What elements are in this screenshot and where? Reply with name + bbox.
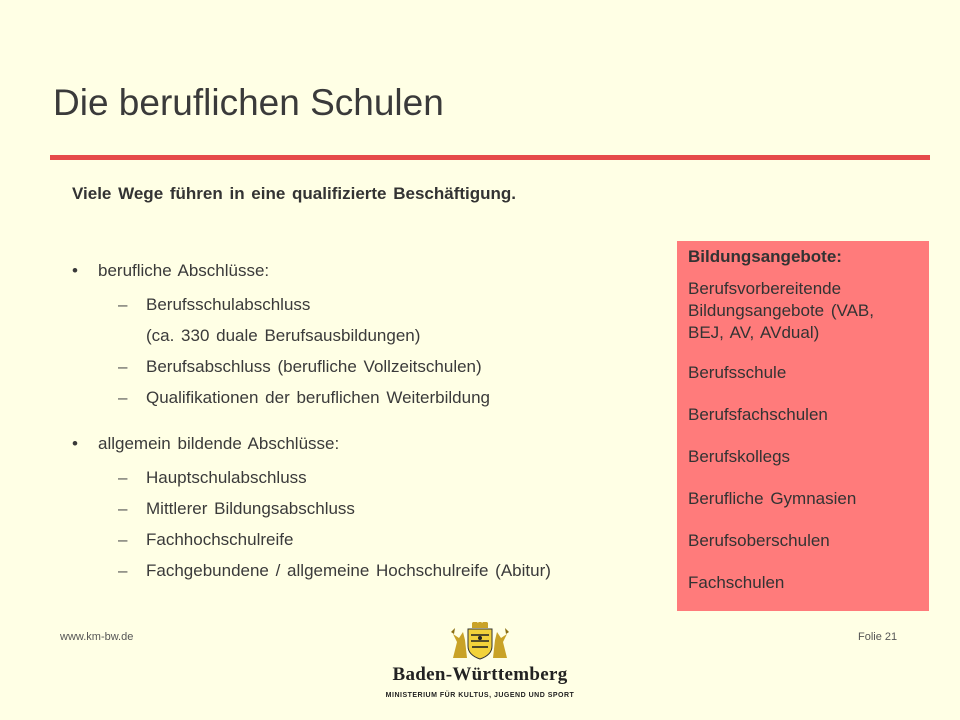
- dash-icon: –: [118, 499, 128, 518]
- sub-item: [72, 294, 662, 347]
- bullet-item: [72, 433, 662, 455]
- dash-icon: –: [118, 295, 128, 314]
- sidebox-item: Berufsschule: [688, 363, 787, 382]
- page-title: Die beruflichen Schulen: [53, 82, 444, 123]
- dash-icon: –: [118, 561, 128, 580]
- sub-item-label: Fachgebundene / allgemeine Hochschulreife (Abitur): [146, 561, 551, 580]
- dash-icon: –: [118, 468, 128, 487]
- sidebox-item: Berufliche Gymnasien: [688, 489, 857, 508]
- slide-number: Folie 21: [858, 631, 898, 643]
- sub-item-label: Hauptschulabschluss: [146, 468, 307, 487]
- bullet-icon: •: [72, 261, 78, 280]
- sub-item-label: Qualifikationen der beruflichen Weiterbildung: [146, 388, 490, 407]
- logo-ministry-name: MINISTERIUM FÜR KULTUS, JUGEND UND SPORT: [385, 692, 575, 699]
- sub-item: [72, 356, 662, 378]
- group-berufliche: [72, 260, 662, 409]
- ministry-logo: [380, 622, 580, 712]
- sub-item-label: Fachhochschulreife: [146, 530, 294, 549]
- slide-subtitle: Viele Wege führen in eine qualifizierte Beschäftigung.: [72, 184, 517, 203]
- coat-of-arms-icon: [445, 622, 515, 660]
- logo-state-name: Baden-Württemberg: [392, 664, 568, 685]
- sidebox-heading: Bildungsangebote:: [688, 247, 842, 266]
- group-allgemein: [72, 433, 662, 582]
- footer-website: www.km-bw.de: [60, 631, 134, 643]
- bildungsangebote-box: [677, 241, 929, 611]
- sub-item-label: Berufsschulabschluss: [146, 295, 311, 314]
- dash-icon: –: [118, 388, 128, 407]
- title-divider: [50, 155, 930, 160]
- bullet-icon: •: [72, 434, 78, 453]
- sidebox-item: Berufsvorbereitende Bildungsangebote (VAB, BEJ, AV, AVdual): [688, 279, 874, 342]
- sidebox-item: Berufsfachschulen: [688, 405, 828, 424]
- sub-item: [72, 467, 662, 489]
- sub-item: [72, 560, 662, 582]
- sub-item-label: Mittlerer Bildungsabschluss: [146, 499, 355, 518]
- sub-item: [72, 529, 662, 551]
- main-content: [72, 260, 662, 596]
- dash-icon: –: [118, 530, 128, 549]
- sidebox-item: Berufskollegs: [688, 447, 791, 466]
- sub-item: [72, 498, 662, 520]
- dash-icon: –: [118, 357, 128, 376]
- sidebox-item: Berufsoberschulen: [688, 531, 830, 550]
- bullet-label: allgemein bildende Abschlüsse:: [98, 434, 340, 453]
- sub-item: [72, 387, 662, 409]
- sub-item-continuation: (ca. 330 duale Berufsausbildungen): [146, 326, 421, 345]
- bullet-item: [72, 260, 662, 282]
- bullet-label: berufliche Abschlüsse:: [98, 261, 270, 280]
- sidebox-item: Fachschulen: [688, 573, 785, 592]
- sub-item-label: Berufsabschluss (berufliche Vollzeitschulen): [146, 357, 482, 376]
